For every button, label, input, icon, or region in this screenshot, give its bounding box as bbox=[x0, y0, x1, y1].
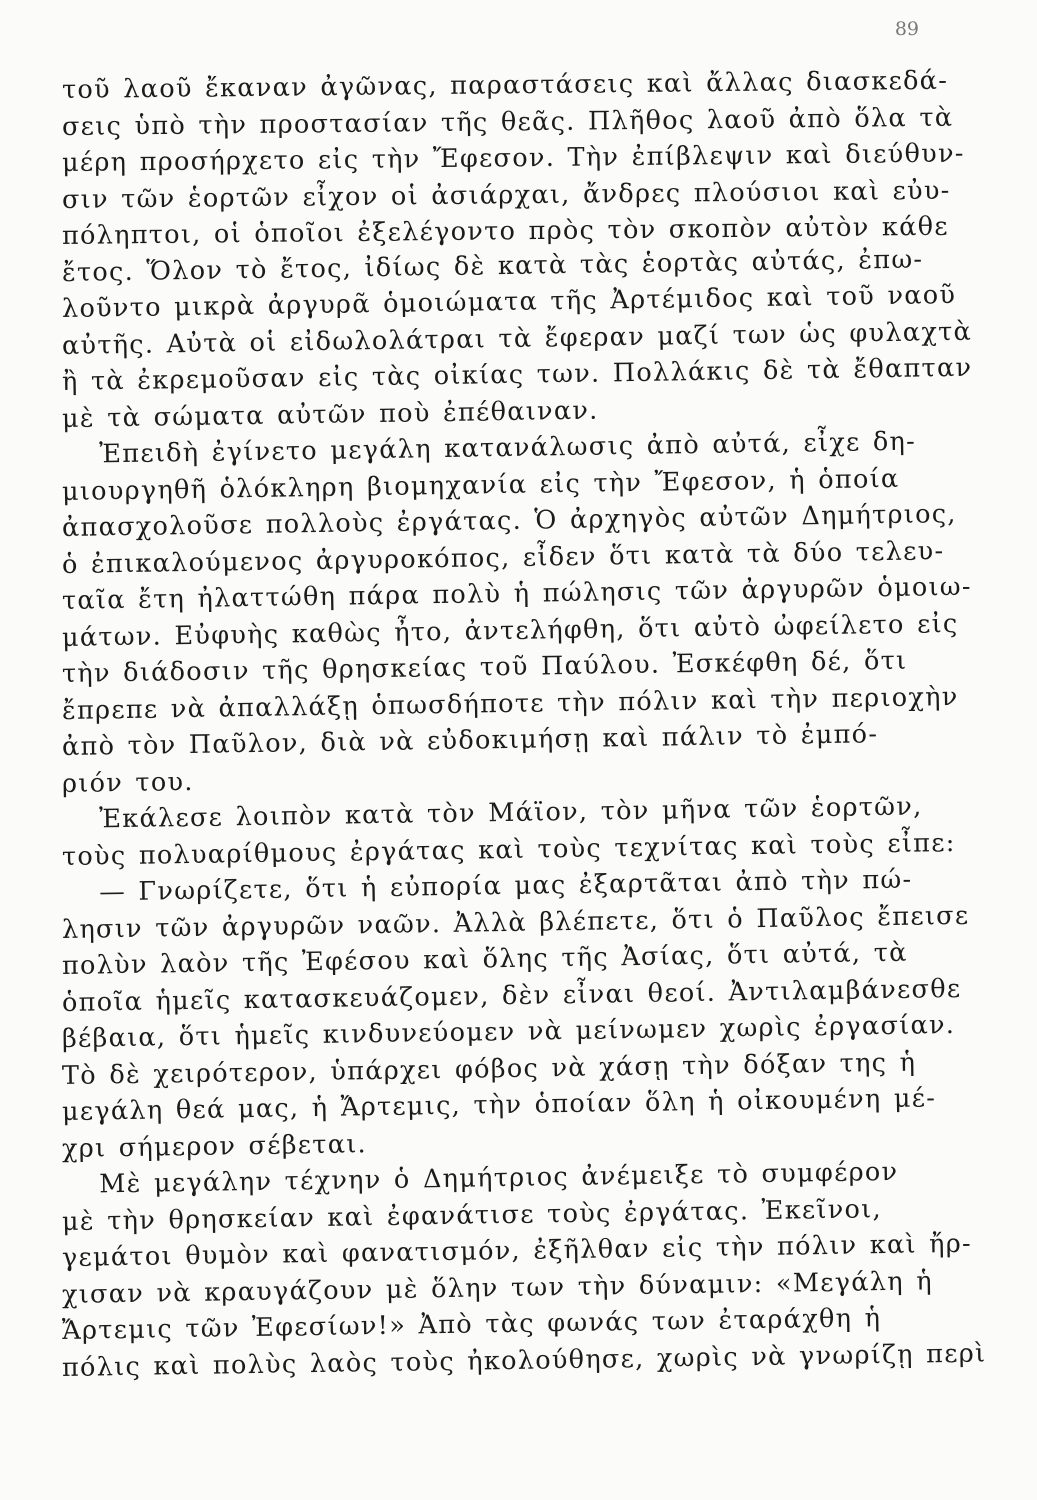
text-line: ταῖα ἔτη ἠλαττώθη πάρα πολὺ ἡ πώλησις τῶν ἀργυρῶν ὁμοιω- bbox=[61, 571, 973, 616]
text-line: χρι σήμερον σέβεται. bbox=[61, 1128, 368, 1164]
text-line: αὐτῆς. Αὐτὰ οἱ εἰδωλολάτραι τὰ ἔφεραν μαζί των ὡς φυλαχτὰ bbox=[61, 316, 973, 361]
text-line: λοῦντο μικρὰ ἀργυρᾶ ὁμοιώματα τῆς Ἀρτέμιδος καὶ τοῦ ναοῦ bbox=[61, 279, 957, 324]
text-line: Ἄρτεμις τῶν Ἐφεσίων!» Ἀπὸ τὰς φωνάς των ἐταράχθη ἡ bbox=[61, 1303, 882, 1346]
page-body-text bbox=[61, 65, 987, 1386]
text-line: πόληπτοι, οἱ ὁποῖοι ἐξελέγοντο πρὸς τὸν σκοπὸν αὐτὸν κάθε bbox=[61, 211, 950, 251]
text-line: ὁποῖα ἡμεῖς κατασκευάζομεν, δὲν εἶναι θεοί. Ἀντιλαμβάνεσθε bbox=[61, 973, 962, 1018]
text-line: ἔτος. Ὅλον τὸ ἔτος, ἰδίως δὲ κατὰ τὰς ἑορτὰς αὐτάς, ἐπω- bbox=[61, 243, 924, 288]
text-line: τὴν διάδοσιν τῆς θρησκείας τοῦ Παύλου. Ἐσκέφθη δέ, ὅτι bbox=[61, 645, 908, 689]
text-line: χισαν νὰ κραυγάζουν μὲ ὅλην των τὴν δύναμιν: «Μεγάλη ἡ bbox=[61, 1265, 934, 1310]
text-line: πόλις καὶ πολὺς λαὸς τοὺς ἠκολούθησε, χωρὶς νὰ γνωρίζῃ περὶ bbox=[61, 1337, 987, 1383]
text-line: μέρη προσήρχετο εἰς τὴν Ἔφεσον. Τὴν ἐπίβλεψιν καὶ διεύθυν- bbox=[61, 138, 965, 178]
text-line: Μὲ μεγάλην τέχνην ὁ Δημήτριος ἀνέμειξε τὸ συμφέρον bbox=[61, 1156, 899, 1200]
text-line: Ἐκάλεσε λοιπὸν κατὰ τὸν Μάϊον, τὸν μῆνα τῶν ἑορτῶν, bbox=[61, 791, 923, 835]
text-line: σεις ὑπὸ τὴν προστασίαν τῆς θεᾶς. Πλῆθος λαοῦ ἀπὸ ὅλα τὰ bbox=[61, 102, 954, 142]
text-line: — Γνωρίζετε, ὅτι ἡ εὐπορία μας ἐξαρτᾶται ἀπὸ τὴν πώ- bbox=[61, 864, 913, 908]
text-line: μιουργηθῆ ὁλόκληρη βιομηχανία εἰς τὴν Ἔφεσον, ἡ ὁποία bbox=[61, 463, 900, 507]
page-number: 89 bbox=[894, 18, 919, 40]
text-line: μὲ τὰ σώματα αὐτῶν ποὺ ἐπέθαιναν. bbox=[61, 395, 599, 434]
text-line: πολὺν λαὸν τῆς Ἐφέσου καὶ ὅλης τῆς Ἀσίας, ὅτι αὐτά, τὰ bbox=[61, 937, 908, 981]
text-line: μάτων. Εὐφυὴς καθὼς ἦτο, ἀντελήφθη, ὅτι αὐτὸ ὠφείλετο εἰς bbox=[61, 608, 959, 653]
text-line: τοῦ λαοῦ ἔκαναν ἀγῶνας, παραστάσεις καὶ ἄλλας διασκεδά- bbox=[61, 65, 949, 105]
text-line: ἢ τὰ ἐκρεμοῦσαν εἰς τὰς οἰκίας των. Πολλάκις δὲ τὰ ἔθαπταν bbox=[61, 352, 973, 397]
text-line: ἔπρεπε νὰ ἀπαλλάξῃ ὁπωσδήποτε τὴν πόλιν καὶ τὴν περιοχὴν bbox=[61, 681, 959, 726]
text-line: ὁ ἐπικαλούμενος ἀργυροκόπος, εἶδεν ὅτι κατὰ τὰ δύο τελευ- bbox=[61, 535, 945, 580]
text-line: ριόν του. bbox=[61, 766, 194, 799]
text-line: βέβαια, ὅτι ἡμεῖς κινδυνεύομεν νὰ μείνωμεν χωρὶς ἐργασίαν. bbox=[61, 1009, 956, 1054]
text-line: μὲ τὴν θρησκείαν καὶ ἐφανάτισε τοὺς ἐργάτας. Ἐκεῖνοι, bbox=[61, 1193, 883, 1237]
text-line: μεγάλη θεά μας, ἡ Ἄρτεμις, τὴν ὁποίαν ὅλη ἡ οἰκουμένη μέ- bbox=[61, 1083, 937, 1127]
text-line: Τὸ δὲ χειρότερον, ὑπάρχει φόβος νὰ χάσῃ τὴν δόξαν της ἡ bbox=[61, 1047, 917, 1091]
text-line: σιν τῶν ἑορτῶν εἶχον οἱ ἀσιάρχαι, ἄνδρες πλούσιοι καὶ εὐυ- bbox=[61, 175, 951, 215]
text-line: τοὺς πολυαρίθμους ἐργάτας καὶ τοὺς τεχνίτας καὶ τοὺς εἶπε: bbox=[61, 827, 956, 872]
text-line: γεμάτοι θυμὸν καὶ φανατισμόν, ἐξῆλθαν εἰς τὴν πόλιν καὶ ἤρ- bbox=[61, 1228, 973, 1273]
text-line: ἀπὸ τὸν Παῦλον, διὰ νὰ εὐδοκιμήσῃ καὶ πάλιν τὸ ἐμπό- bbox=[61, 719, 879, 762]
text-line: ἀπασχολοῦσε πολλοὺς ἐργάτας. Ὁ ἀρχηγὸς αὐτῶν Δημήτριος, bbox=[61, 498, 957, 543]
text-line: λησιν τῶν ἀργυρῶν ναῶν. Ἀλλὰ βλέπετε, ὅτι ὁ Παῦλος ἔπεισε bbox=[61, 900, 970, 945]
text-line: Ἐπειδὴ ἐγίνετο μεγάλη κατανάλωσις ἀπὸ αὐτά, εἶχε δη- bbox=[61, 426, 917, 470]
